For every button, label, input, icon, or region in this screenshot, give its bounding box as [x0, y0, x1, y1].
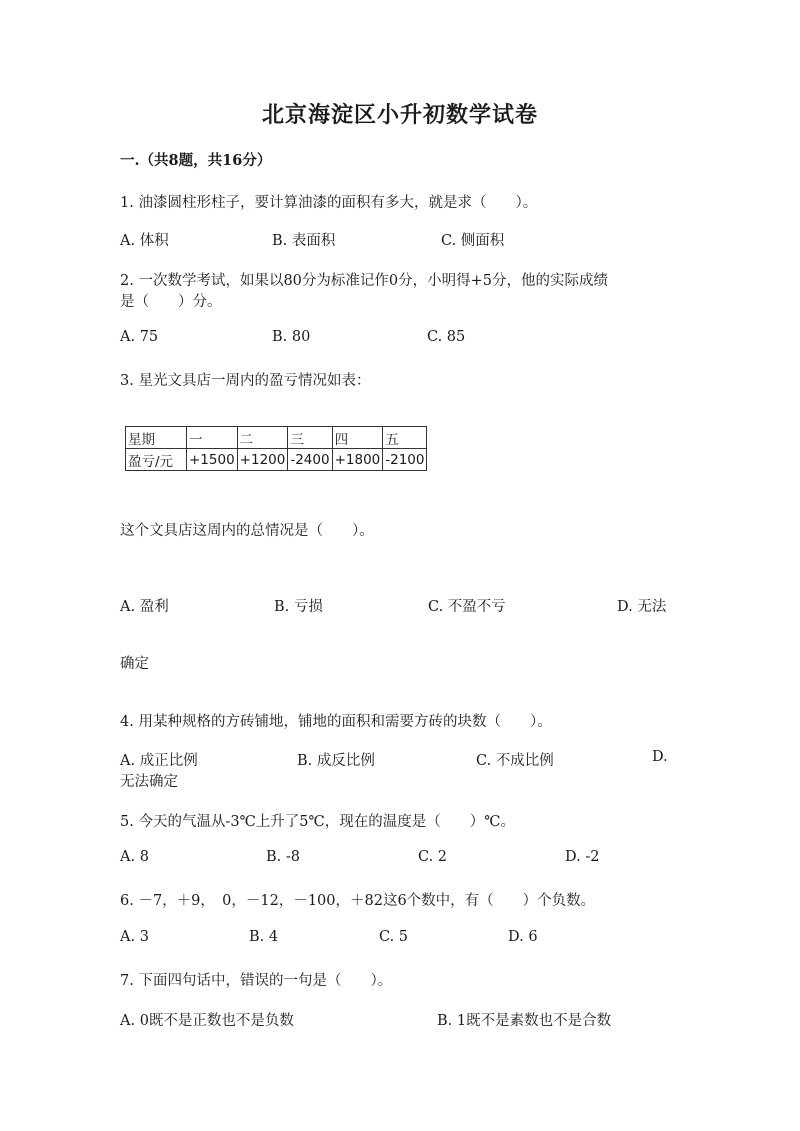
q5-option-c: C. 2 — [418, 849, 448, 865]
q3-option-c: C. 不盈不亏 — [428, 599, 506, 615]
q4-option-d-wrap: 无法确定 — [120, 774, 178, 790]
question-2-stem-line1: 2. 一次数学考试，如果以80分为标准记作0分，小明得+5分，他的实际成绩 — [120, 273, 608, 289]
table-cell: 二 — [237, 427, 288, 449]
q6-option-c: C. 5 — [379, 929, 409, 945]
table-cell: 四 — [332, 427, 383, 449]
q5-option-d: D. -2 — [565, 849, 600, 865]
q6-option-b: B. 4 — [249, 929, 279, 945]
question-3-stem: 3. 星光文具店一周内的盈亏情况如表： — [120, 373, 371, 389]
q4-option-c: C. 不成比例 — [476, 753, 554, 769]
table-cell: -2100 — [383, 449, 427, 471]
q3-option-d-wrap: 确定 — [120, 656, 149, 672]
table-cell: 三 — [288, 427, 332, 449]
question-2-stem-line2: 是（ ）分。 — [120, 294, 222, 310]
table-header-row — [126, 427, 427, 449]
q5-option-a: A. 8 — [120, 849, 149, 865]
q3-option-a: A. 盈利 — [120, 599, 169, 615]
q6-option-d: D. 6 — [508, 929, 538, 945]
q1-option-b: B. 表面积 — [272, 233, 336, 249]
table-cell: +1200 — [237, 449, 288, 471]
q7-option-a: A. 0既不是正数也不是负数 — [120, 1013, 294, 1029]
table-cell: 五 — [383, 427, 427, 449]
question-5-stem: 5. 今天的气温从-3℃上升了5℃，现在的温度是（ ）℃。 — [120, 814, 515, 830]
question-1-stem: 1. 油漆圆柱形柱子，要计算油漆的面积有多大，就是求（ ）。 — [120, 195, 538, 211]
question-6-stem: 6. －7，＋9， 0，－12，－100，＋82这6个数中，有（ ）个负数。 — [120, 893, 596, 909]
q3-option-b: B. 亏损 — [274, 599, 323, 615]
q4-option-b: B. 成反比例 — [297, 753, 375, 769]
q2-option-b: B. 80 — [272, 329, 311, 345]
q2-option-c: C. 85 — [427, 329, 466, 345]
q2-option-a: A. 75 — [120, 329, 159, 345]
section-heading: 一.（共8题，共16分） — [120, 152, 272, 169]
q5-option-b: B. -8 — [266, 849, 300, 865]
question-7-stem: 7. 下面四句话中，错误的一句是（ ）。 — [120, 973, 393, 989]
table-cell: 星期 — [126, 427, 187, 449]
q3-option-d: D. 无法 — [617, 599, 667, 615]
table-row — [126, 449, 427, 471]
table-cell: -2400 — [288, 449, 332, 471]
q1-option-c: C. 侧面积 — [441, 233, 505, 249]
q7-option-b: B. 1既不是素数也不是合数 — [437, 1013, 612, 1029]
profit-loss-table — [125, 426, 427, 471]
table-cell: +1500 — [187, 449, 238, 471]
q6-option-a: A. 3 — [120, 929, 149, 945]
q1-option-a: A. 体积 — [120, 233, 169, 249]
question-4-stem: 4. 用某种规格的方砖铺地，铺地的面积和需要方砖的块数（ ）。 — [120, 714, 552, 730]
question-3-follow: 这个文具店这周内的总情况是（ ）。 — [120, 523, 374, 539]
q4-option-a: A. 成正比例 — [120, 753, 198, 769]
page-title: 北京海淀区小升初数学试卷 — [261, 102, 538, 128]
table-cell: 盈亏/元 — [126, 449, 187, 471]
q4-option-d: D. — [652, 749, 668, 765]
table-cell: +1800 — [332, 449, 383, 471]
table-cell: 一 — [187, 427, 238, 449]
